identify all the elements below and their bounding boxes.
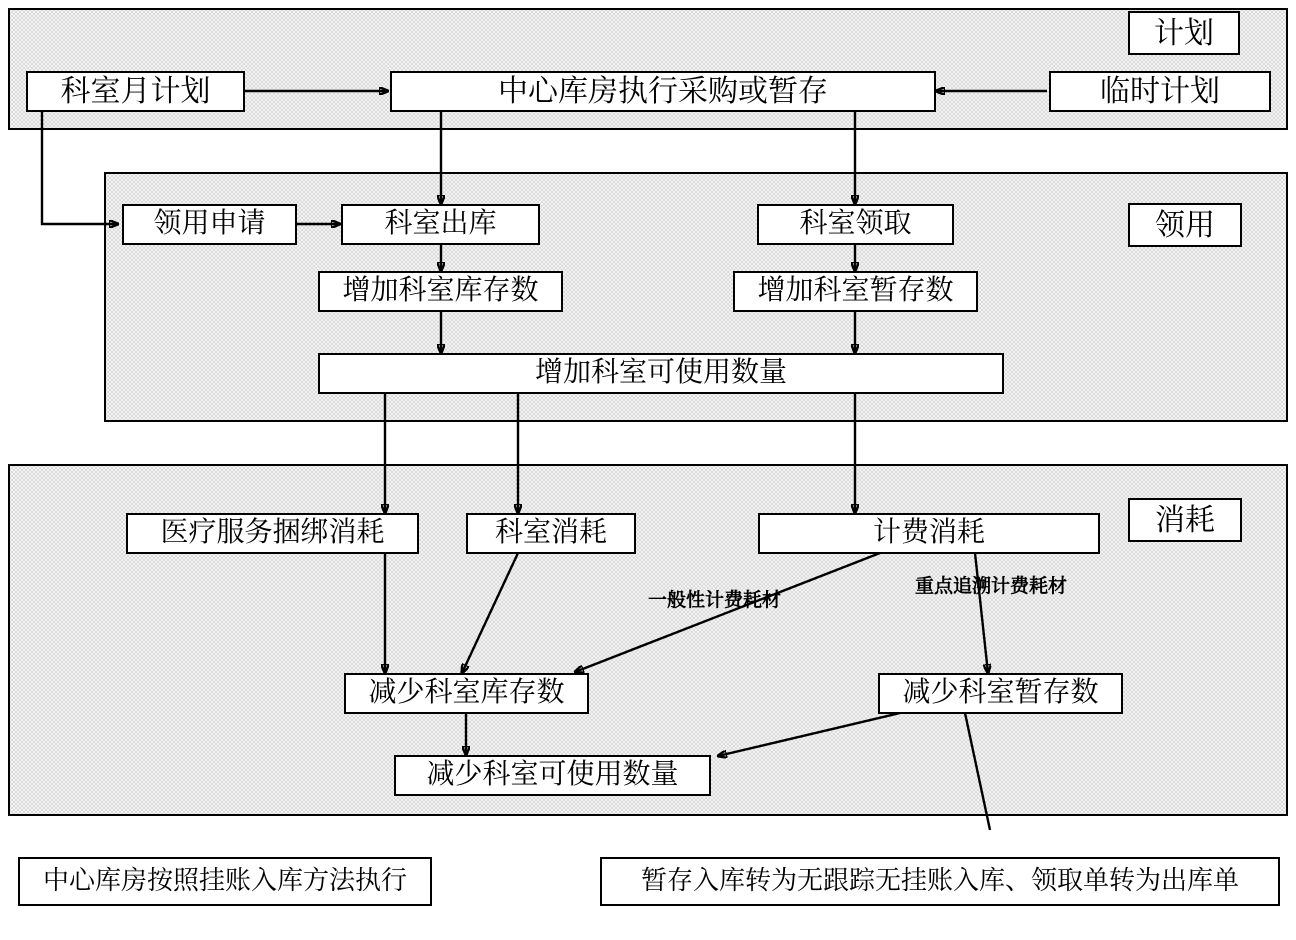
- node-decrease-dept-stock: 减少科室库存数: [344, 673, 589, 714]
- node-dept-outbound: 科室出库: [341, 204, 540, 245]
- node-central-warehouse: 中心库房执行采购或暂存: [390, 71, 936, 112]
- band-label-requisition: 领用: [1128, 203, 1242, 247]
- node-temp-plan: 临时计划: [1049, 71, 1271, 112]
- band-label-consumption: 消耗: [1128, 498, 1242, 542]
- edge-label-traced-billing: 重点追溯计费耗材: [915, 576, 1068, 597]
- band-label-plan: 计划: [1128, 11, 1240, 55]
- node-decrease-dept-temp: 减少科室暂存数: [878, 673, 1123, 714]
- footnote-left: 中心库房按照挂账入库方法执行: [18, 857, 432, 906]
- node-decrease-dept-usable: 减少科室可使用数量: [394, 755, 711, 796]
- node-increase-dept-stock: 增加科室库存数: [318, 271, 563, 312]
- node-increase-dept-usable: 增加科室可使用数量: [318, 353, 1004, 394]
- node-increase-dept-temp: 增加科室暂存数: [733, 271, 978, 312]
- node-requisition-apply: 领用申请: [122, 204, 297, 245]
- node-dept-receive: 科室领取: [757, 204, 954, 245]
- node-dept-consume: 科室消耗: [466, 513, 636, 554]
- edge-label-general-billing: 一般性计费耗材: [648, 590, 782, 611]
- footnote-right: 暂存入库转为无跟踪无挂账入库、领取单转为出库单: [600, 857, 1280, 906]
- node-dept-month-plan: 科室月计划: [26, 71, 245, 112]
- node-bundled-consume: 医疗服务捆绑消耗: [126, 513, 419, 554]
- node-billing-consume: 计费消耗: [758, 513, 1100, 554]
